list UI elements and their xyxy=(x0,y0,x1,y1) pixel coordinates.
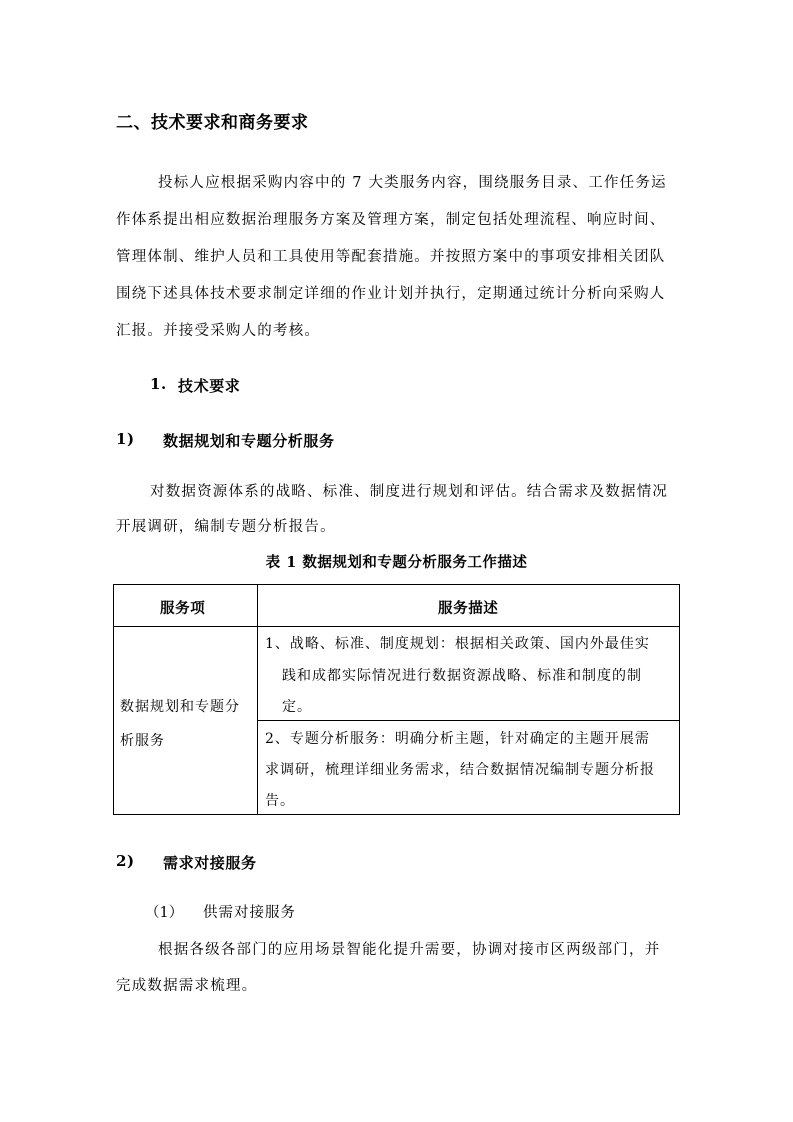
table-caption: 表 1 数据规划和专题分析服务工作描述 xyxy=(265,554,528,571)
section-1-title: 技术要求 xyxy=(178,377,241,395)
table-cell-description-1: 定。 xyxy=(282,699,312,715)
table-cell-description-2: 告。 xyxy=(265,793,295,809)
table-cell-description-1: 践和成都实际情况进行数据资源战略、标准和制度的制 xyxy=(282,668,642,684)
paragraph-line: 对数据资源体系的战略、标准、制度进行规划和评估。结合需求及数据情况 xyxy=(150,484,669,500)
service-table xyxy=(113,584,680,815)
paragraph-line: 完成数据需求梳理。 xyxy=(116,978,258,994)
table-cell-item: 析服务 xyxy=(120,733,165,749)
intro-line: 作体系提出相应数据治理服务方案及管理方案，制定包括处理流程、响应时间、 xyxy=(116,212,666,228)
table-divider xyxy=(257,720,679,721)
paragraph-line: 根据各级各部门的应用场景智能化提升需要，协调对接市区两级部门，并 xyxy=(158,942,661,958)
table-divider xyxy=(114,626,679,627)
item-number: （1） xyxy=(145,905,184,921)
intro-line: 汇报。并接受采购人的考核。 xyxy=(116,323,321,339)
subsection-1-title: 数据规划和专题分析服务 xyxy=(163,432,335,450)
subsection-2-number: 2) xyxy=(116,852,135,870)
section-1-number: 1. xyxy=(150,375,167,393)
item-title: 供需对接服务 xyxy=(203,905,296,921)
table-cell-description-2: 2、专题分析服务：明确分析主题，针对确定的主题开展需 xyxy=(265,731,650,747)
table-cell-description-2: 求调研，梳理详细业务需求，结合数据情况编制专题分析报 xyxy=(265,762,655,778)
table-divider xyxy=(257,585,258,814)
table-header-item: 服务项 xyxy=(160,600,206,617)
section-heading: 二、技术要求和商务要求 xyxy=(116,113,309,133)
table-cell-description-1: 1、战略、标准、制度规划：根据相关政策、国内外最佳实 xyxy=(265,636,650,652)
subsection-2-title: 需求对接服务 xyxy=(163,854,257,872)
intro-line: 管理体制、维护人员和工具使用等配套措施。并按照方案中的事项安排相关团队 xyxy=(116,249,666,265)
intro-line: 投标人应根据采购内容中的 7 大类服务内容，围绕服务目录、工作任务运 xyxy=(158,175,667,191)
subsection-1-number: 1) xyxy=(116,430,135,448)
intro-line: 围绕下述具体技术要求制定详细的作业计划并执行，定期通过统计分析向采购人 xyxy=(116,286,666,302)
table-header-description: 服务描述 xyxy=(438,600,499,617)
table-cell-item: 数据规划和专题分 xyxy=(120,699,240,715)
paragraph-line: 开展调研，编制专题分析报告。 xyxy=(116,519,336,535)
